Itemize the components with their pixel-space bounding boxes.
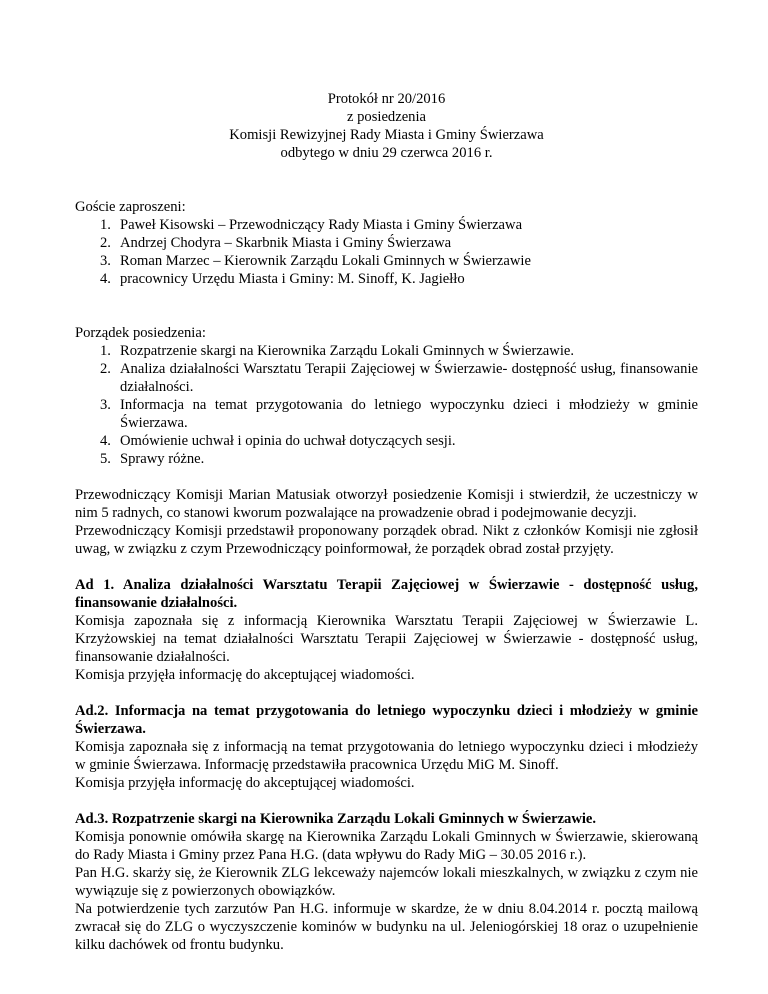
ad1-body: Komisja zapoznała się z informacją Kierownika Warsztatu Terapii Zajęciowej w Świerzawie L. Krzyżowskiej na temat działalności Warsztatu Terapii Zajęciowej w Świerzawie - dostępność usług, finansowanie działalności.: [75, 613, 698, 665]
ad1-title: Ad 1. Analiza działalności Warsztatu Terapii Zajęciowej w Świerzawie - dostępność usług, finansowanie działalności.: [75, 577, 698, 611]
list-item: [75, 270, 698, 288]
list-number: 2.: [100, 235, 111, 251]
list-item: [75, 216, 698, 234]
ad3-section: [75, 810, 698, 954]
list-text: Andrzej Chodyra – Skarbnik Miasta i Gminy Świerzawa: [120, 235, 452, 251]
opening-section: [75, 486, 698, 558]
ad3-paragraph-3: Na potwierdzenie tych zarzutów Pan H.G. informuje w skardze, że w dniu 8.04.2014 r. pocztą mailową zwracał się do ZLG o wyczyszczenie kominów w budynku na ul. Jeleniogórskiej 18 oraz o uzupełnienie kilku dachówek od frontu budynku.: [75, 901, 698, 953]
list-item: [75, 234, 698, 252]
list-item: [75, 432, 698, 450]
list-text: Informacja na temat przygotowania do letniego wypoczynku dzieci i młodzieży w gminie Świerzawa.: [120, 397, 698, 431]
agenda-approval-paragraph: Przewodniczący Komisji przedstawił proponowany porządek obrad. Nikt z członków Komisji nie zgłosił uwag, w związku z czym Przewodniczący poinformował, że porządek obrad został przyjęty.: [75, 523, 698, 557]
list-number: 3.: [100, 397, 111, 413]
ad2-body: Komisja zapoznała się z informacją na temat przygotowania do letniego wypoczynku dzieci i młodzieży w gminie Świerzawa. Informację przedstawiła pracownica Urzędu MiG M. Sinoff.: [75, 739, 698, 773]
list-number: 3.: [100, 253, 111, 269]
list-item: [75, 252, 698, 270]
list-number: 4.: [100, 271, 111, 287]
list-item: [75, 342, 698, 360]
meeting-date: odbytego w dniu 29 czerwca 2016 r.: [280, 145, 493, 161]
list-item: [75, 396, 698, 432]
protocol-number: Protokół nr 20/2016: [327, 91, 446, 107]
agenda-heading: Porządek posiedzenia:: [75, 325, 206, 341]
guests-heading: Goście zaproszeni:: [75, 199, 186, 215]
list-item: [75, 360, 698, 396]
list-text: pracownicy Urzędu Miasta i Gminy: M. Sinoff, K. Jagiełło: [120, 271, 465, 287]
list-number: 1.: [100, 343, 111, 359]
list-text: Sprawy różne.: [120, 451, 205, 467]
document-header: [75, 90, 698, 162]
agenda-list: [75, 342, 698, 468]
list-item: [75, 450, 698, 468]
protocol-subtitle: z posiedzenia: [346, 109, 426, 125]
ad3-title: Ad.3. Rozpatrzenie skargi na Kierownika Zarządu Lokali Gminnych w Świerzawie.: [75, 811, 597, 827]
ad3-paragraph-1: Komisja ponownie omówiła skargę na Kierownika Zarządu Lokali Gminnych w Świerzawie, skierowaną do Rady Miasta i Gminy przez Pana H.G. (data wpływu do Rady MiG – 30.05 2016 r.).: [75, 829, 698, 863]
ad2-section: [75, 702, 698, 792]
list-text: Omówienie uchwał i opinia do uchwał dotyczących sesji.: [120, 433, 456, 449]
guests-section: [75, 198, 698, 288]
list-number: 1.: [100, 217, 111, 233]
document-content: [75, 90, 698, 954]
list-text: Roman Marzec – Kierownik Zarządu Lokali Gminnych w Świerzawie: [120, 253, 531, 269]
ad1-section: [75, 576, 698, 684]
list-text: Paweł Kisowski – Przewodniczący Rady Miasta i Gminy Świerzawa: [120, 217, 523, 233]
ad2-conclusion: Komisja przyjęła informację do akceptującej wiadomości.: [75, 775, 415, 791]
ad3-paragraph-2: Pan H.G. skarży się, że Kierownik ZLG lekceważy najemców lokali mieszkalnych, w związku z czym nie wywiązuje się z powierzonych obowiązków.: [75, 865, 698, 899]
agenda-section: [75, 324, 698, 468]
guests-list: [75, 216, 698, 288]
list-number: 2.: [100, 361, 111, 377]
list-number: 5.: [100, 451, 111, 467]
committee-name: Komisji Rewizyjnej Rady Miasta i Gminy Świerzawa: [229, 127, 544, 143]
list-text: Rozpatrzenie skargi na Kierownika Zarządu Lokali Gminnych w Świerzawie.: [120, 343, 575, 359]
ad1-conclusion: Komisja przyjęła informację do akceptującej wiadomości.: [75, 667, 415, 683]
list-text: Analiza działalności Warsztatu Terapii Zajęciowej w Świerzawie- dostępność usług, finansowanie działalności.: [120, 361, 698, 395]
opening-paragraph: Przewodniczący Komisji Marian Matusiak otworzył posiedzenie Komisji i stwierdził, że uczestniczy w nim 5 radnych, co stanowi kworum pozwalające na prowadzenie obrad i podejmowanie decyzji.: [75, 487, 698, 521]
ad2-title: Ad.2. Informacja na temat przygotowania do letniego wypoczynku dzieci i młodzieży w gminie Świerzawa.: [75, 703, 698, 737]
list-number: 4.: [100, 433, 111, 449]
